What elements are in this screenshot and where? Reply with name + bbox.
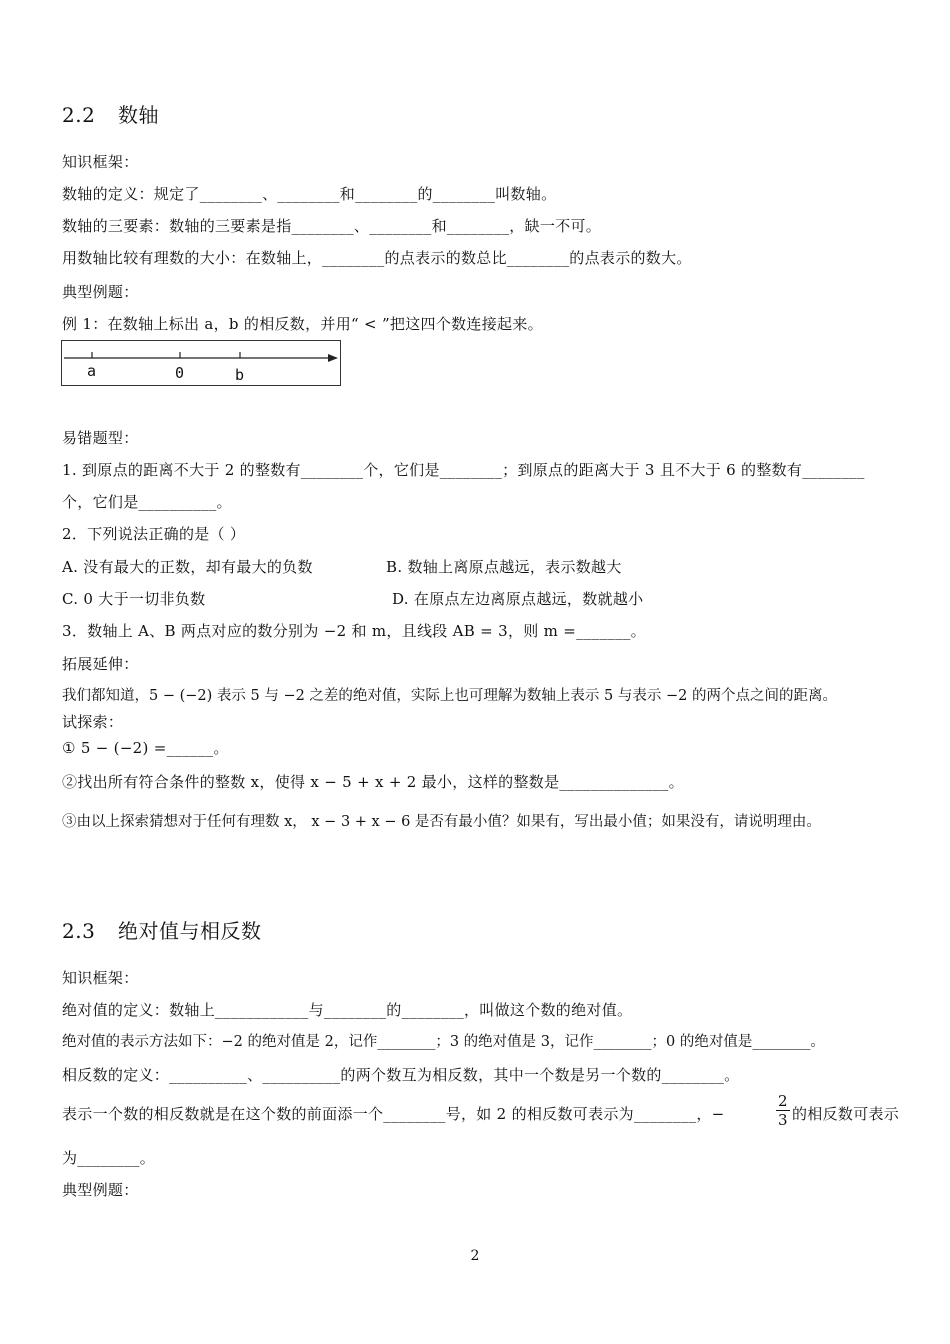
page-number: 2 bbox=[470, 1248, 480, 1264]
fraction-numerator: 2 bbox=[778, 1092, 788, 1110]
axis-arrow bbox=[328, 354, 338, 362]
question-2-option-c: C. 0 大于一切非负数 bbox=[62, 590, 206, 608]
fraction-denominator: 3 bbox=[778, 1111, 788, 1129]
absolute-value-notation: 绝对值的表示方法如下：−2 的绝对值是 2，记作________；3 的绝对值是 3，记作________；0 的绝对值是________。 bbox=[62, 1034, 825, 1050]
fraction-two-thirds bbox=[776, 1092, 790, 1129]
section-heading-2-2 bbox=[62, 102, 159, 128]
explore-item-1: ① 5 − (−2) =______。 bbox=[62, 739, 229, 757]
section-number: 2.3 bbox=[62, 919, 96, 943]
compare-rational-numbers: 用数轴比较有理数的大小：在数轴上，________的点表示的数总比________的点表示的数大。 bbox=[62, 249, 692, 267]
knowledge-framework-label: 知识框架： bbox=[62, 153, 139, 171]
section-title: 数轴 bbox=[118, 103, 159, 127]
question-2-option-a: A. 没有最大的正数，却有最大的负数 bbox=[62, 558, 313, 576]
error-prone-label: 易错题型： bbox=[62, 429, 139, 447]
example-1: 例 1：在数轴上标出 a，b 的相反数，并用“ < ”把这四个数连接起来。 bbox=[62, 315, 543, 333]
explore-item-2: ②找出所有符合条件的整数 x，使得 x − 5 + x + 2 最小，这样的整数是______________。 bbox=[62, 773, 684, 791]
opposite-text-part-2: 的相反数可表示 bbox=[792, 1105, 900, 1123]
question-1-line-2: 个，它们是__________。 bbox=[62, 493, 232, 511]
axis-label-a: a bbox=[87, 362, 97, 380]
knowledge-framework-label: 知识框架： bbox=[62, 969, 139, 987]
opposite-text-part-3: 为________。 bbox=[62, 1149, 156, 1167]
question-3: 3．数轴上 A、B 两点对应的数分别为 −2 和 m，且线段 AB = 3，则 m =_______。 bbox=[62, 622, 646, 640]
opposite-text-part-1: 表示一个数的相反数就是在这个数的前面添一个________号，如 2 的相反数可表示为________，− bbox=[62, 1105, 725, 1123]
number-line-definition: 数轴的定义：规定了________、________和________的________叫数轴。 bbox=[62, 185, 557, 203]
question-2-option-b: B. 数轴上离原点越远，表示数越大 bbox=[386, 558, 622, 576]
number-line-figure bbox=[61, 340, 341, 386]
number-line-svg bbox=[62, 341, 340, 385]
extension-text: 我们都知道，5 − (−2) 表示 5 与 −2 之差的绝对值，实际上也可理解为数轴上表示 5 与表示 −2 的两个点之间的距离。 bbox=[62, 688, 837, 704]
explore-item-3: ③由以上探索猜想对于任何有理数 x， x − 3 + x − 6 是否有最小值？如果有，写出最小值；如果没有，请说明理由。 bbox=[62, 814, 821, 830]
three-elements: 数轴的三要素：数轴的三要素是指________、________和________，缺一不可。 bbox=[62, 217, 602, 235]
section-title: 绝对值与相反数 bbox=[118, 919, 262, 943]
opposite-number-definition: 相反数的定义：__________、__________的两个数互为相反数，其中一个数是另一个数的________。 bbox=[62, 1066, 740, 1084]
opposite-number-notation bbox=[62, 1104, 725, 1124]
extension-label: 拓展延伸： bbox=[62, 655, 139, 673]
axis-label-b: b bbox=[235, 366, 245, 384]
typical-examples-label: 典型例题： bbox=[62, 1181, 139, 1199]
question-2-option-d: D. 在原点左边离原点越远，数就越小 bbox=[392, 590, 644, 608]
absolute-value-definition: 绝对值的定义：数轴上____________与________的________，叫做这个数的绝对值。 bbox=[62, 1001, 633, 1019]
typical-examples-label: 典型例题： bbox=[62, 283, 139, 301]
explore-label: 试探索： bbox=[62, 713, 124, 731]
section-number: 2.2 bbox=[62, 103, 96, 127]
axis-label-0: 0 bbox=[175, 364, 185, 382]
question-2: 2．下列说法正确的是（ ） bbox=[62, 525, 246, 543]
section-heading-2-3 bbox=[62, 918, 262, 944]
question-1-line-1: 1. 到原点的距离不大于 2 的整数有________个，它们是________；到原点的距离大于 3 且不大于 6 的整数有________ bbox=[62, 461, 865, 479]
